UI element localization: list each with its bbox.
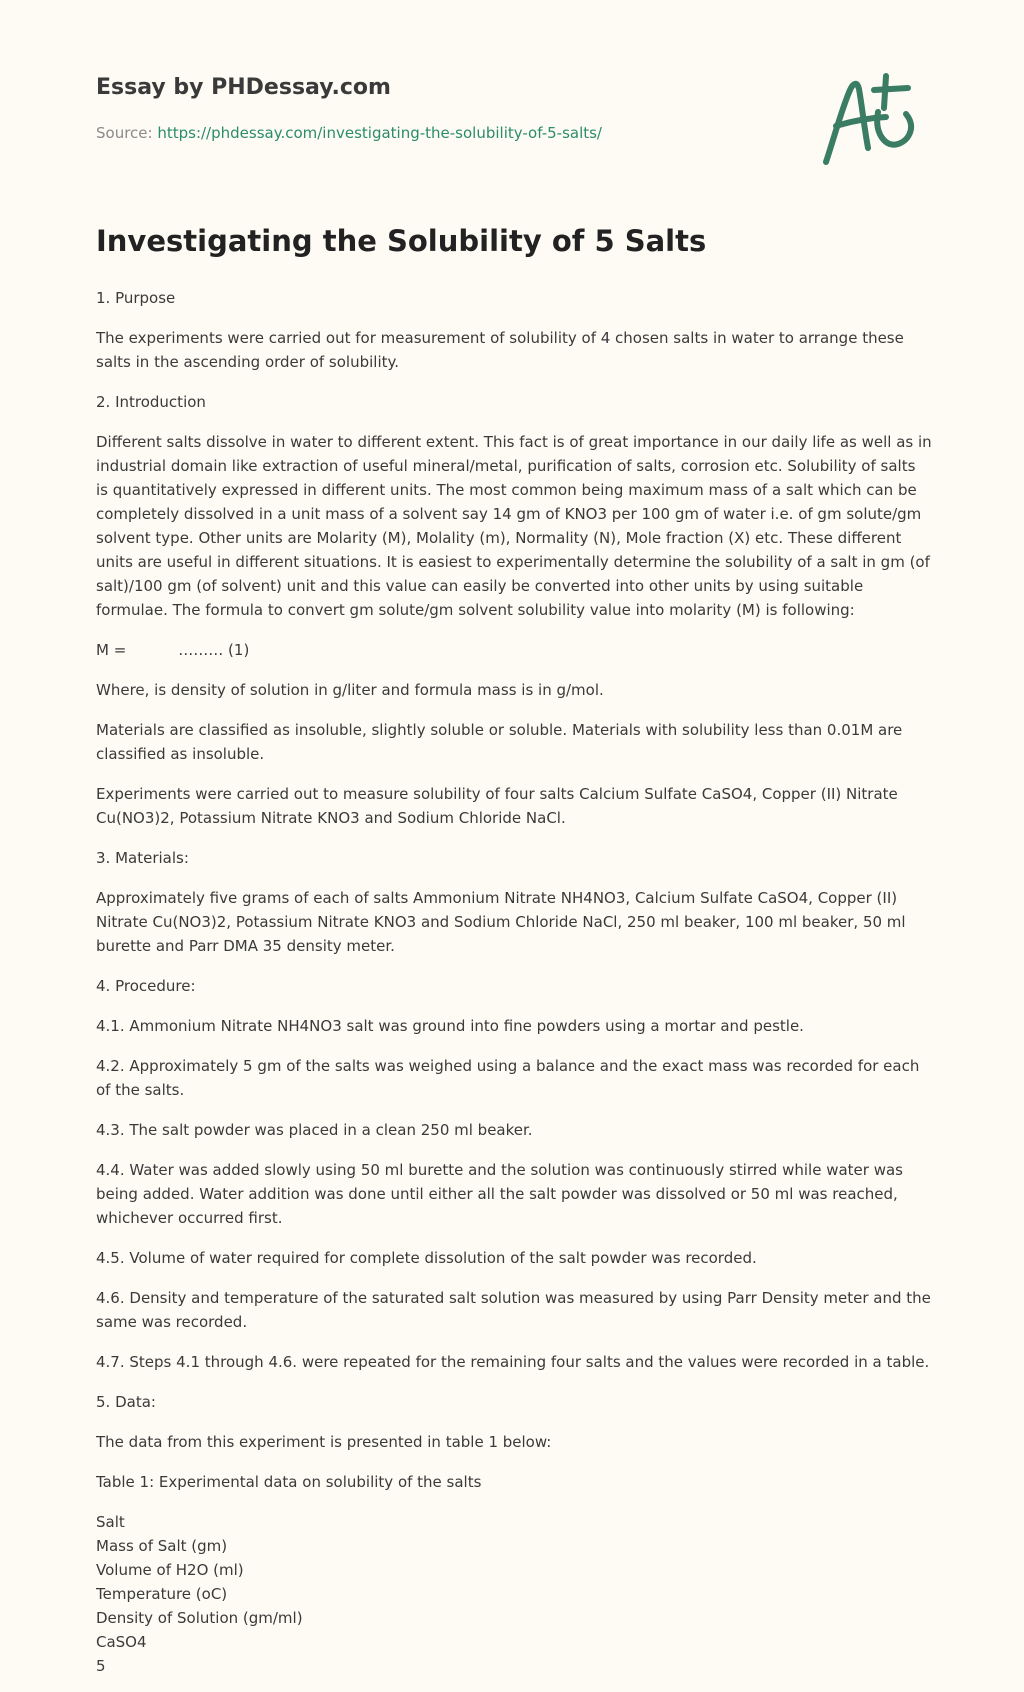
document-title: Investigating the Solubility of 5 Salts [96, 224, 707, 258]
procedure-step: 4.3. The salt powder was placed in a clean 250 ml beaker. [96, 1121, 533, 1139]
site-title: Essay by PHDessay.com [96, 75, 391, 100]
table-caption: Table 1: Experimental data on solubility of the salts [96, 1473, 482, 1491]
procedure-step: 4.2. Approximately 5 gm of the salts was weighed using a balance and the exact mass was recorded for each of the salts. [96, 1057, 920, 1099]
table-cell: Mass of Salt (gm) [96, 1537, 228, 1555]
paragraph: Approximately five grams of each of salts Ammonium Nitrate NH4NO3, Calcium Sulfate CaSO4, Copper (II) Nitrate Cu(NO3)2, Potassium Nitrate KNO3 and Sodium Chloride NaCl, 250 ml beaker, 100 ml beaker, 50 ml burette and Parr DMA 35 density meter. [96, 889, 906, 955]
source-label: Source: [96, 124, 158, 142]
paragraph: Different salts dissolve in water to different extent. This fact is of great importance in our daily life as well as in industrial domain like extraction of useful mineral/metal, purification of salts, corrosion etc. Solubility of salts is quantitatively expressed in different units. The most common being maximum mass of a salt which can be completely dissolved in a unit mass of a solvent say 14 gm of KNO3 per 100 gm of water i.e. of gm solute/gm solvent type. Other units are Molarity (M), Molality (m), Normality (N), Mole fraction (X) etc. These different units are useful in different situations. It is easiest to experimentally determine the solubility of a salt in gm (of salt)/100 gm (of solvent) unit and this value can easily be converted into other units by using suitable formulae. The formula to convert gm solute/gm solvent solubility value into molarity (M) is following: [96, 433, 932, 619]
section-heading-data: 5. Data: [96, 1393, 156, 1411]
source-link[interactable]: https://phdessay.com/investigating-the-solubility-of-5-salts/ [157, 124, 602, 142]
procedure-step: 4.5. Volume of water required for complete dissolution of the salt powder was recorded. [96, 1249, 757, 1267]
paragraph: The experiments were carried out for measurement of solubility of 4 chosen salts in water to arrange these salts in the ascending order of solubility. [96, 329, 904, 371]
section-heading-materials: 3. Materials: [96, 849, 189, 867]
paragraph: Experiments were carried out to measure solubility of four salts Calcium Sulfate CaSO4, Copper (II) Nitrate Cu(NO3)2, Potassium Nitrate KNO3 and Sodium Chloride NaCl. [96, 785, 898, 827]
source-line [96, 124, 602, 142]
section-heading-procedure: 4. Procedure: [96, 977, 196, 995]
a-plus-logo [820, 68, 930, 166]
table-cell: 5 [96, 1657, 106, 1675]
table-cell: Salt [96, 1513, 125, 1531]
procedure-step: 4.4. Water was added slowly using 50 ml burette and the solution was continuously stirred while water was being added. Water addition was done until either all the salt powder was dissolved or 50 ml was reached, whichever occurred first. [96, 1161, 903, 1227]
table-cell: Temperature (oC) [96, 1585, 228, 1603]
procedure-step: 4.6. Density and temperature of the saturated salt solution was measured by using Parr Density meter and the same was recorded. [96, 1289, 931, 1331]
procedure-step: 4.1. Ammonium Nitrate NH4NO3 salt was ground into fine powders using a mortar and pestle. [96, 1017, 804, 1035]
document-body [96, 286, 932, 1678]
table-cell: CaSO4 [96, 1633, 147, 1651]
paragraph: The data from this experiment is presented in table 1 below: [96, 1433, 552, 1451]
table-flattened [96, 1510, 932, 1678]
formula-line [96, 638, 932, 662]
formula-lhs: M = [96, 641, 127, 659]
section-heading-purpose: 1. Purpose [96, 289, 176, 307]
table-cell: Density of Solution (gm/ml) [96, 1609, 303, 1627]
formula-equation-number: ……… (1) [178, 641, 250, 659]
paragraph: Where, is density of solution in g/liter and formula mass is in g/mol. [96, 681, 604, 699]
paragraph: Materials are classified as insoluble, slightly soluble or soluble. Materials with solubility less than 0.01M are classified as insoluble. [96, 721, 903, 763]
procedure-step: 4.7. Steps 4.1 through 4.6. were repeated for the remaining four salts and the values were recorded in a table. [96, 1353, 930, 1371]
table-cell: Volume of H2O (ml) [96, 1561, 244, 1579]
section-heading-introduction: 2. Introduction [96, 393, 206, 411]
